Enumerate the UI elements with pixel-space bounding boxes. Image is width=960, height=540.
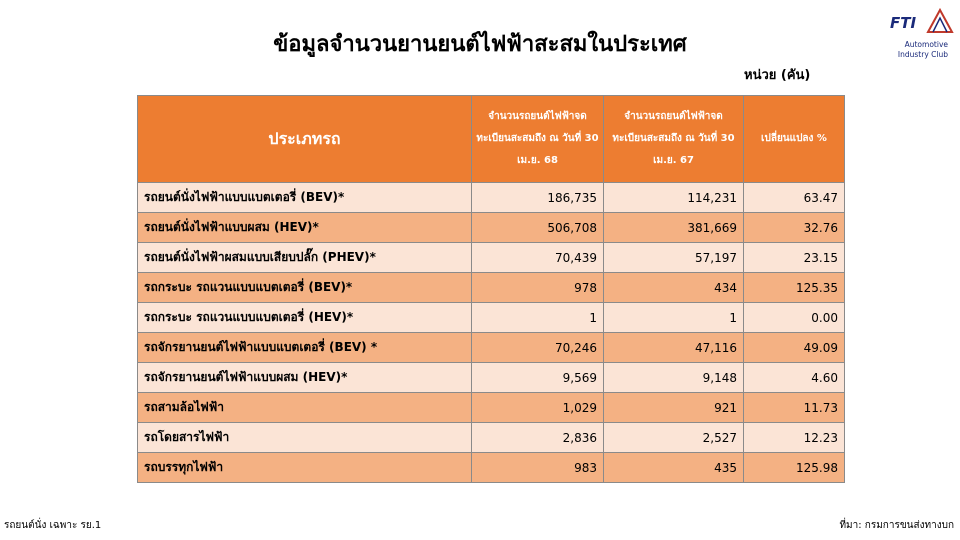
category-cell: รถบรรทุกไฟฟ้า [138,453,472,483]
value-y67-cell: 434 [604,273,744,303]
table-row [138,303,845,333]
value-y68-cell: 9,569 [472,363,604,393]
table-row [138,243,845,273]
logo-mark: FTI [890,14,917,32]
category-cell: รถสามล้อไฟฟ้า [138,393,472,423]
source-note: ที่มา: กรมการขนส่งทางบก [839,520,954,531]
change-cell: 11.73 [744,393,845,423]
change-cell: 0.00 [744,303,845,333]
category-cell: รถยนต์นั่งไฟฟ้าแบบแบตเตอรี่ (BEV)* [138,183,472,213]
value-y67-cell: 921 [604,393,744,423]
fti-logo-icon [884,6,954,40]
page-title: ข้อมูลจำนวนยานยนต์ไฟฟ้าสะสมในประเทศ [273,32,687,57]
header-category: ประเภทรถ [138,96,472,183]
category-cell: รถยนต์นั่งไฟฟ้าผสมแบบเสียบปลั๊ก (PHEV)* [138,243,472,273]
logo-line-1: Automotive [904,40,948,49]
change-cell: 23.15 [744,243,845,273]
change-cell: 32.76 [744,213,845,243]
category-cell: รถจักรยานยนต์ไฟฟ้าแบบผสม (HEV)* [138,363,472,393]
change-cell: 125.98 [744,453,845,483]
value-y68-cell: 983 [472,453,604,483]
category-cell: รถยนต์นั่งไฟฟ้าแบบผสม (HEV)* [138,213,472,243]
table-header-row [138,96,845,183]
footnote: รถยนต์นั่ง เฉพาะ รย.1 [4,520,102,531]
header-change: เปลี่ยนแปลง % [744,96,845,183]
fti-logo [884,6,954,60]
value-y67-cell: 1 [604,303,744,333]
value-y67-cell: 381,669 [604,213,744,243]
value-y68-cell: 70,439 [472,243,604,273]
value-y68-cell: 506,708 [472,213,604,243]
table-row [138,213,845,243]
category-cell: รถโดยสารไฟฟ้า [138,423,472,453]
category-cell: รถกระบะ รถแวนแบบแบตเตอรี่ (BEV)* [138,273,472,303]
table-row [138,183,845,213]
value-y67-cell: 9,148 [604,363,744,393]
change-cell: 12.23 [744,423,845,453]
value-y68-cell: 186,735 [472,183,604,213]
value-y68-cell: 1,029 [472,393,604,423]
category-cell: รถจักรยานยนต์ไฟฟ้าแบบแบตเตอรี่ (BEV) * [138,333,472,363]
ev-table [137,95,845,483]
change-cell: 125.35 [744,273,845,303]
value-y67-cell: 2,527 [604,423,744,453]
value-y68-cell: 70,246 [472,333,604,363]
value-y67-cell: 114,231 [604,183,744,213]
value-y67-cell: 57,197 [604,243,744,273]
table-body [138,183,845,483]
header-y67: จำนวนรถยนต์ไฟฟ้าจดทะเบียนสะสมถึง ณ วันที่ 30 เม.ย. 67 [604,96,744,183]
category-cell: รถกระบะ รถแวนแบบแบตเตอรี่ (HEV)* [138,303,472,333]
value-y68-cell: 1 [472,303,604,333]
value-y67-cell: 47,116 [604,333,744,363]
table-row [138,423,845,453]
logo-line-2: Industry Club [897,50,948,59]
header-y68: จำนวนรถยนต์ไฟฟ้าจดทะเบียนสะสมถึง ณ วันที่ 30 เม.ย. 68 [472,96,604,183]
value-y67-cell: 435 [604,453,744,483]
value-y68-cell: 978 [472,273,604,303]
change-cell: 63.47 [744,183,845,213]
table-row [138,393,845,423]
change-cell: 4.60 [744,363,845,393]
table-row [138,363,845,393]
table-row [138,453,845,483]
unit-label: หน่วย (คัน) [744,68,811,83]
change-cell: 49.09 [744,333,845,363]
table-row [138,273,845,303]
table-row [138,333,845,363]
value-y68-cell: 2,836 [472,423,604,453]
